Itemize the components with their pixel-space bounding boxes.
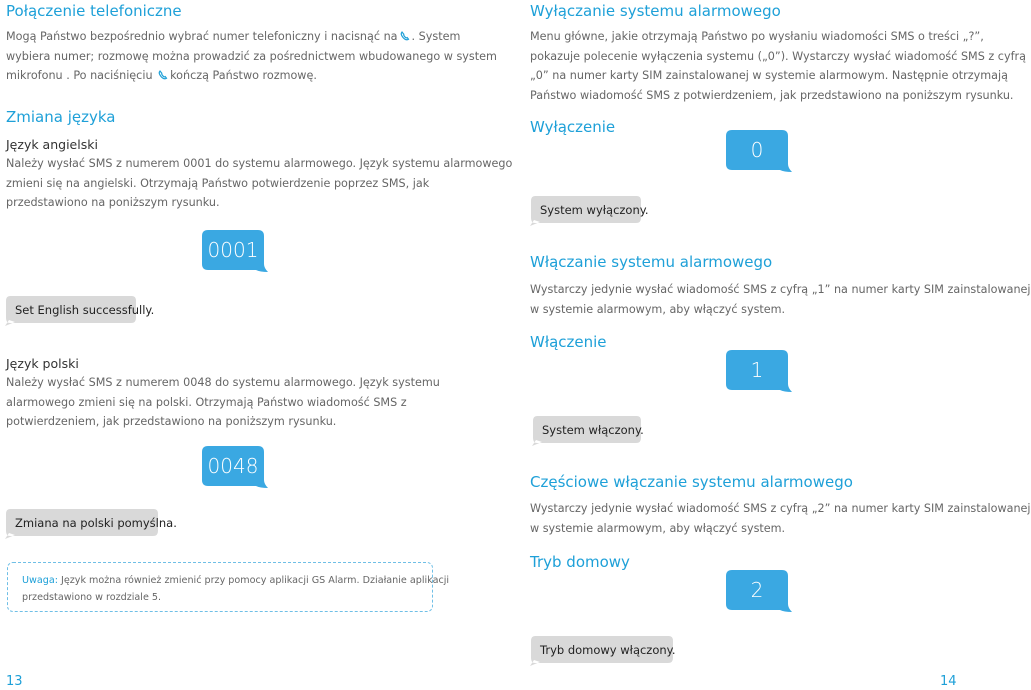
note-box (7, 562, 450, 612)
arm-section-title: Włączanie systemu alarmowego (530, 253, 773, 271)
sms-bubble-0 (726, 130, 794, 174)
language-section-title: Zmiana języka (6, 108, 116, 126)
disarm-text-line: Państwo wiadomość SMS z potwierdzeniem, jak przedstawiono na poniższym rysunku. (530, 88, 1014, 102)
polish-text-line: alarmowego zmieni się na polski. Otrzymają Państwo wiadomość SMS z (6, 395, 407, 409)
reply-bubble-text: Tryb domowy włączony. (540, 642, 676, 657)
partial-subtitle: Tryb domowy (530, 553, 630, 571)
disarm-subtitle: Wyłączenie (530, 118, 616, 136)
disarm-text-line: Menu główne, jakie otrzymają Państwo po wysłaniu wiadomości SMS o treści „?”, (530, 30, 984, 43)
polish-text-line: potwierdzeniem, jak przedstawiono na poniższym rysunku. (6, 415, 337, 428)
reply-bubble-text: System włączony. (542, 422, 644, 437)
english-text (6, 154, 513, 213)
page-number-left: 13 (6, 674, 23, 689)
polish-subtitle: Język polski (6, 356, 79, 371)
english-text-line: zmieni się na angielski. Otrzymają Państwo potwierdzenie poprzez SMS, jak (6, 176, 430, 190)
disarm-section-title: Wyłączanie systemu alarmowego (530, 2, 781, 20)
disarm-text (530, 27, 1026, 105)
sms-bubble-text: 0048 (207, 454, 259, 478)
reply-bubble-text: Zmiana na polski pomyślna. (15, 515, 177, 530)
reply-bubble-arm (532, 416, 642, 446)
reply-bubble-text: System wyłączony. (540, 202, 649, 217)
note-text-line: Język można również zmienić przy pomocy aplikacji GS Alarm. Działanie aplikacji (57, 575, 450, 586)
reply-bubble-text: Set English successfully. (15, 302, 155, 317)
sms-bubble-0001 (202, 230, 270, 274)
sms-bubble-text: 0 (750, 138, 764, 162)
reply-bubble-partial (530, 636, 674, 666)
reply-bubble-polish (5, 509, 177, 539)
sms-bubble-text: 2 (750, 578, 764, 602)
partial-section-title: Częściowe włączanie systemu alarmowego (530, 473, 853, 491)
arm-subtitle: Włączenie (530, 333, 607, 351)
sms-bubble-text: 0001 (207, 238, 259, 262)
sms-bubble-1 (726, 350, 794, 394)
partial-text-line: w systemie alarmowym, aby włączyć system. (530, 521, 786, 535)
call-section-text (6, 27, 497, 86)
note-label: Uwaga: (22, 575, 58, 586)
sms-bubble-0048 (202, 446, 270, 490)
partial-text (530, 499, 1031, 538)
arm-text-line: Wystarczy jedynie wysłać wiadomość SMS z cyfrą „1” na numer karty SIM zainstalowanej (530, 283, 1031, 296)
phone-handset-icon (400, 31, 410, 41)
phone-handset-icon (158, 70, 168, 80)
call-section-title: Połączenie telefoniczne (6, 2, 182, 20)
arm-text-line: w systemie alarmowym, aby włączyć system. (530, 302, 786, 316)
disarm-text-line: pokazuje polecenie wyłączenia systemu („0”). Wystarczy wysłać wiadomość SMS z cyfrą (530, 49, 1026, 63)
english-subtitle: Język angielski (6, 137, 98, 152)
note-text-line: przedstawiono w rozdziale 5. (22, 592, 162, 603)
reply-bubble-disarm (530, 196, 649, 226)
page-number-right: 14 (940, 674, 957, 689)
sms-bubble-text: 1 (750, 358, 764, 382)
english-text-line: Należy wysłać SMS z numerem 0001 do systemu alarmowego. Język systemu alarmowego (6, 157, 513, 170)
call-text-line-2: wybiera numer; rozmowę można prowadzić za pośrednictwem wbudowanego w system (6, 49, 497, 63)
sms-bubble-2 (726, 570, 794, 614)
partial-text-line: Wystarczy jedynie wysłać wiadomość SMS z cyfrą „2” na numer karty SIM zainstalowanej (530, 502, 1031, 515)
polish-text (6, 373, 456, 432)
polish-text-line: Należy wysłać SMS z numerem 0048 do systemu alarmowego. Język systemu (6, 376, 440, 389)
english-text-line: przedstawiono na poniższym rysunku. (6, 196, 220, 209)
call-text-line-3a: mikrofonu . Po naciśnięciu (6, 69, 153, 82)
call-text-line-1a: Mogą Państwo bezpośrednio wybrać numer telefoniczny i nacisnąć na (6, 30, 398, 43)
reply-bubble-english (5, 296, 155, 326)
call-text-line-3b: kończą Państwo rozmowę. (170, 69, 317, 82)
arm-text (530, 280, 1031, 319)
call-text-line-1b: . System (411, 30, 461, 43)
disarm-text-line: „0” na numer karty SIM zainstalowanej w systemie alarmowym. Następnie otrzymają (530, 69, 1008, 82)
